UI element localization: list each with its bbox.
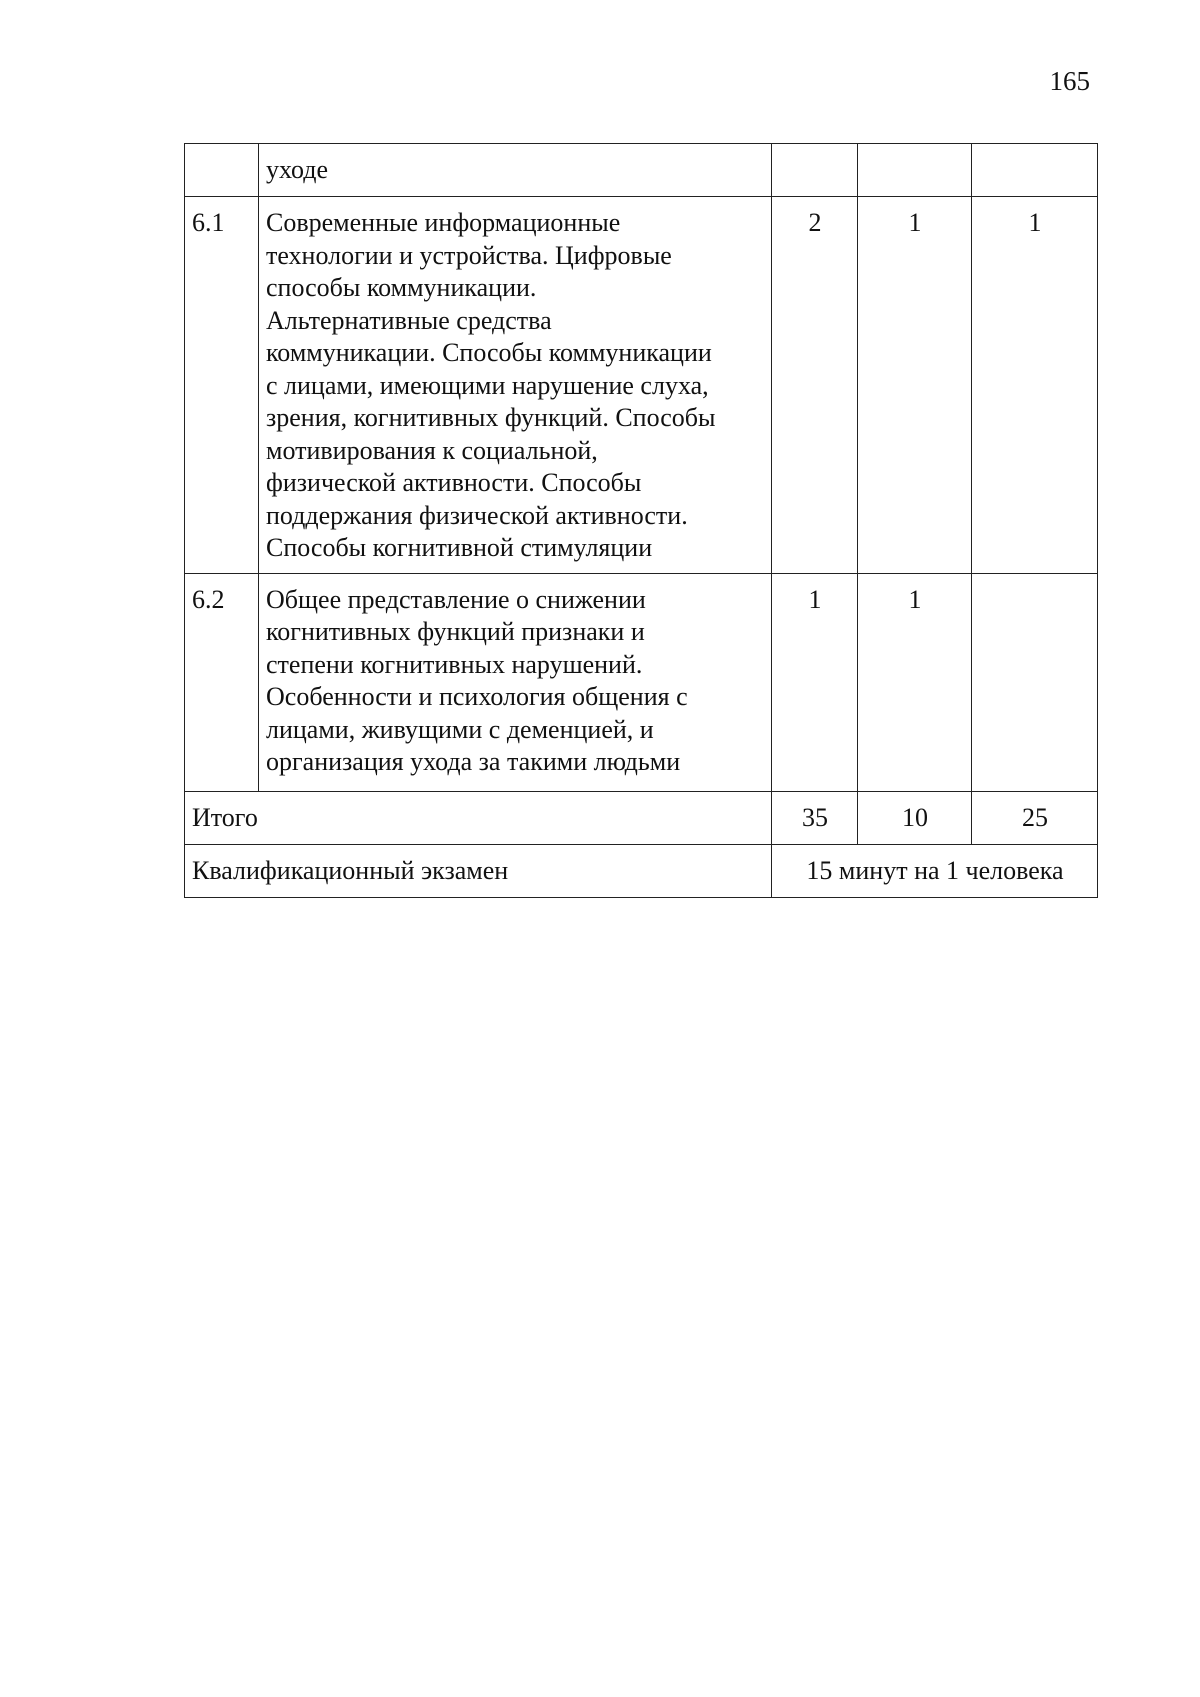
value-cell-1 xyxy=(772,144,858,197)
topic-line: физической активности. Способы xyxy=(266,468,642,497)
topic-line: с лицами, имеющими нарушение слуха, xyxy=(266,370,709,400)
topic-line: Альтернативные средства xyxy=(266,305,552,335)
value-cell-3: 1 xyxy=(972,197,1098,574)
value-cell-1: 2 xyxy=(772,197,858,574)
table-row-continuation xyxy=(185,144,1098,197)
value-cell-2: 1 xyxy=(858,573,972,791)
table-row-total xyxy=(185,791,1098,844)
topic-line: когнитивных функций признаки и xyxy=(266,617,645,646)
row-number-cell: 6.1 xyxy=(185,197,259,574)
topic-cell xyxy=(259,573,772,791)
topic-line: Особенности и психология общения с xyxy=(266,682,688,711)
value-cell-3 xyxy=(972,573,1098,791)
total-label: Итого xyxy=(185,791,772,844)
row-number-cell xyxy=(185,144,259,197)
curriculum-table xyxy=(184,143,1098,898)
value-cell-3 xyxy=(972,144,1098,197)
total-value-3: 25 xyxy=(972,791,1098,844)
table-row-6-2 xyxy=(185,573,1098,791)
table-row-6-1 xyxy=(185,197,1098,574)
exam-label: Квалификационный экзамен xyxy=(185,844,772,897)
topic-line: коммуникации. Способы коммуникации xyxy=(266,338,712,367)
topic-line: способы коммуникации. xyxy=(266,273,537,302)
exam-value: 15 минут на 1 человека xyxy=(772,844,1098,897)
topic-line: зрения, когнитивных функций. Способы xyxy=(266,403,716,432)
topic-line: степени когнитивных нарушений. xyxy=(266,649,643,679)
topic-cell xyxy=(259,144,772,197)
value-cell-1: 1 xyxy=(772,573,858,791)
value-cell-2 xyxy=(858,144,972,197)
topic-cell xyxy=(259,197,772,574)
topic-line: Общее представление о снижении xyxy=(266,584,646,614)
topic-line: технологии и устройства. Цифровые xyxy=(266,240,672,270)
total-value-2: 10 xyxy=(858,791,972,844)
topic-line: поддержания физической активности. xyxy=(266,500,688,530)
total-value-1: 35 xyxy=(772,791,858,844)
topic-line: организация ухода за такими людьми xyxy=(266,747,681,776)
topic-line: уходе xyxy=(266,155,329,184)
topic-line: Способы когнитивной стимуляции xyxy=(266,533,653,562)
topic-line: мотивирования к социальной, xyxy=(266,435,598,465)
table-row-exam xyxy=(185,844,1098,897)
topic-line: Современные информационные xyxy=(266,208,621,237)
value-cell-2: 1 xyxy=(858,197,972,574)
row-number-cell: 6.2 xyxy=(185,573,259,791)
topic-line: лицами, живущими с деменцией, и xyxy=(266,714,654,744)
page-number: 165 xyxy=(1049,66,1090,96)
